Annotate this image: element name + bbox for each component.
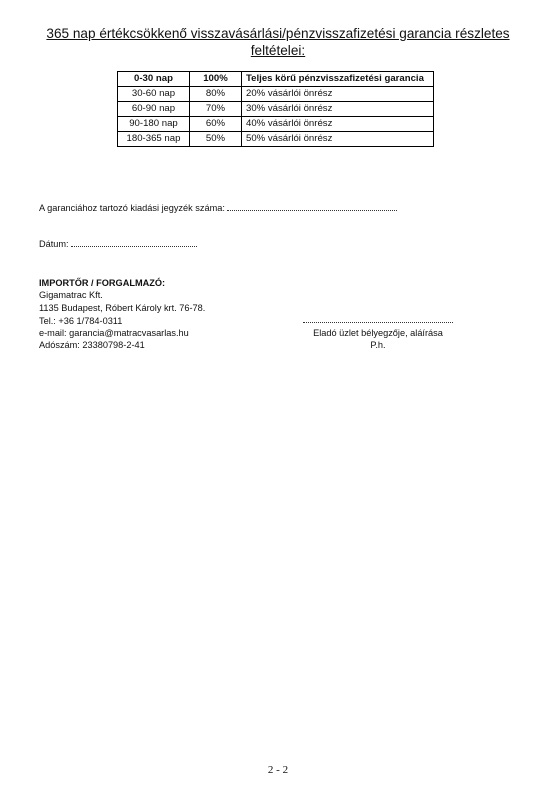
signature-label: Eladó üzlet bélyegzője, aláírása xyxy=(313,328,443,338)
page-number: 2 - 2 xyxy=(267,764,289,776)
table-cell-period: 30-60 nap xyxy=(118,87,190,102)
date-label: Dátum: xyxy=(39,239,69,249)
table-header-description: Teljes körű pénzvisszafizetési garancia xyxy=(242,72,434,87)
title-line-1: 365 nap értékcsökkenő visszavásárlási/pénzvisszafizetési garancia részletes xyxy=(46,26,510,41)
table-row xyxy=(118,132,434,147)
date-field[interactable] xyxy=(71,238,197,247)
importer-heading: IMPORTŐR / FORGALMAZÓ: xyxy=(39,278,166,288)
signature-line[interactable] xyxy=(303,321,453,323)
table-cell-period: 90-180 nap xyxy=(118,117,190,132)
table-header-period: 0-30 nap xyxy=(118,72,190,87)
importer-phone: Tel.: +36 1/784-0311 xyxy=(39,316,123,326)
table-cell-description: 20% vásárlói önrész xyxy=(242,87,434,102)
guarantee-table xyxy=(117,71,434,147)
table-cell-description: 40% vásárlói önrész xyxy=(242,117,434,132)
table-header-percent: 100% xyxy=(190,72,242,87)
table-cell-percent: 60% xyxy=(190,117,242,132)
table-row xyxy=(118,87,434,102)
stamp-placeholder: P.h. xyxy=(370,340,386,350)
receipt-number-row xyxy=(39,202,397,214)
title-line-2: feltételei: xyxy=(250,43,306,58)
importer-address: 1135 Budapest, Róbert Károly krt. 76-78. xyxy=(39,303,206,313)
table-cell-description: 50% vásárlói önrész xyxy=(242,132,434,147)
importer-company: Gigamatrac Kft. xyxy=(39,290,103,300)
importer-email: e-mail: garancia@matracvasarlas.hu xyxy=(39,328,189,338)
table-cell-percent: 80% xyxy=(190,87,242,102)
table-header-row xyxy=(118,72,434,87)
table-cell-description: 30% vásárlói önrész xyxy=(242,102,434,117)
date-row xyxy=(39,238,197,250)
table-row xyxy=(118,102,434,117)
table-cell-period: 180-365 nap xyxy=(118,132,190,147)
table-cell-percent: 50% xyxy=(190,132,242,147)
table-row xyxy=(118,117,434,132)
table-cell-period: 60-90 nap xyxy=(118,102,190,117)
page-title xyxy=(40,25,516,59)
importer-tax-number: Adószám: 23380798-2-41 xyxy=(39,340,145,350)
table-cell-percent: 70% xyxy=(190,102,242,117)
receipt-number-label: A garanciához tartozó kiadási jegyzék száma: xyxy=(39,203,225,213)
receipt-number-field[interactable] xyxy=(227,202,397,211)
